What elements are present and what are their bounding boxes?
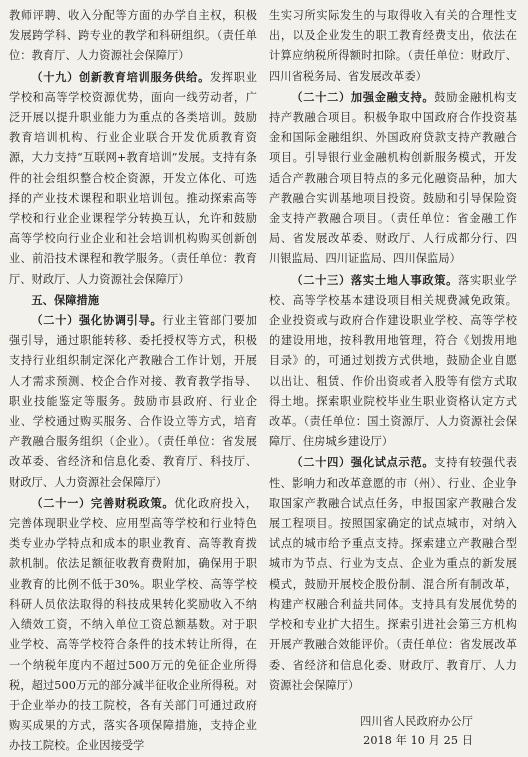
paragraph-24 — [269, 452, 517, 695]
paragraph-19 — [9, 67, 257, 290]
paragraph-text: 优化政府投入，完善体现职业学校、应用型高等学校和行业特色类专业办学特点和成本的职业教育、高等教育拨款机制。依法足额征收教育费附加，确保用于职业教育的比例不低于30%。职业学校、高等学校科研人员依法取得的科技成果转化奖励收入不纳入绩效工资，不纳入单位工资总额基数。对于职业学校、高等学校符合条件的技术转让所得，在一个纳税年度内不超过500万元的免征企业所得税，超过500万元的部分减半征收企业所得税。对于企业举办的技工院校，各有关部门可通过政府购买成果的方式，落实各项保障措施，支持企业办技工院校。企业因接受学 — [9, 496, 258, 753]
paragraph-23 — [269, 270, 517, 453]
paragraph-heading: （二十四）强化试点示范。 — [291, 455, 435, 470]
signature-date: 2018 年 10 月 25 日 — [363, 733, 473, 747]
paragraph-heading: （十九）创新教育培训服务供给。 — [31, 69, 210, 84]
paragraph-20 — [9, 310, 257, 493]
paragraph-continued — [269, 6, 517, 87]
paragraph-text: 教师评聘、收入分配等方面的办学自主权，积极发展跨学科、跨专业的教学和科研组织。（责任单位：教育厅、人力资源社会保障厅） — [9, 9, 257, 63]
paragraph-heading: （二十）强化协调引导。 — [31, 313, 163, 328]
paragraph-text: 鼓励金融机构支持产教融合项目。积极争取中国政府合作投资基金和国际金融组织、外国政府贷款支持产教融合项目。引导银行业金融机构创新服务模式，开发适合产教融合项目特点的多元化融资品种，加大产教融合实训基地项目投资。鼓励和引导保险资金支持产教融合项目。（责任单位：省金融工作局、省发展改革委、财政厅、人行成都分行、四川银监局、四川证监局、四川保监局） — [269, 90, 518, 266]
paragraph-text: 行业主管部门要加强引导，通过职能转移、委托授权等方式，积极支持行业组织制定深化产教融合工作计划，开展人才需求预测、校企合作对接、教育教学指导、职业技能鉴定等服务。鼓励市县政府、行业企业、学校通过购买服务、合作设立等方式，培育产教融合服务组织（企业）。（责任单位：省发展改革委、省经济和信息化委、教育厅、科技厅、财政厅、人力资源社会保障厅） — [9, 314, 257, 489]
paragraph-text: 生实习所实际发生的与取得收入有关的合理性支出，以及企业发生的职工教育经费支出，依法在计算应纳税所得额时扣除。（责任单位：财政厅、四川省税务局、省发展改革委） — [269, 9, 517, 83]
paragraph-text: 发挥职业学校和高等学校资源优势，面向一线劳动者，广泛开展以提升职业能力为重点的各类培训。鼓励教育培训机构、行业企业联合开发优质教育资源，大力支持“互联网+教育培训”发展。支持有条件的社会组织整合校企资源，开发立体化、可选择的产业技术课程和职业培训包。推动探索高等学校和行业企业课程学分转换互认，允许和鼓励高等学校向行业企业和社会培训机构购买创新创业、前沿技术课程和教学服务。（责任单位：教育厅、财政厅、人力资源社会保障厅） — [9, 70, 257, 286]
paragraph-heading: （二十一）完善财税政策。 — [31, 495, 175, 510]
right-column — [269, 6, 518, 747]
paragraph-21 — [9, 493, 257, 757]
paragraph-heading: （二十二）加强金融支持。 — [291, 89, 435, 104]
left-column — [9, 6, 258, 753]
paragraph-continued — [9, 6, 257, 67]
paragraph-text: 落实职业学校、高等学校基本建设项目相关规费减免政策。企业投资或与政府合作建设职业学校、高等学校的建设用地，按科教用地管理，符合《划拨用地目录》的，可通过划拨方式供地，鼓励企业自愿以出让、租赁、作价出资或者入股等有偿方式取得土地。探索职业院校毕业生职业资格认定方式改革。（责任单位：国土资源厅、人力资源社会保障厅、住房城乡建设厅） — [269, 273, 517, 449]
paragraph-heading: （二十三）落实土地人事政策。 — [291, 272, 459, 287]
signature-org: 四川省人民政府办公厅 — [360, 714, 473, 728]
section-heading: 五、保障措施 — [31, 292, 100, 307]
signature-block — [269, 712, 517, 750]
paragraph-text: 支持有较强代表性、影响力和改革意愿的市（州）、行业、企业争取国家产教融合试点任务，申报国家产教融合发展工程项目。按照国家确定的试点城市，对纳入试点的城市给予重点支持。探索建立产教融合型城市为节点、行业为支点、企业为重点的新发展模式，鼓励开展校企股份制、混合所有制改革，构建产权融合利益共同体。支持具有发展优势的学校和专业扩大招生。探索引进社会第三方机构开展产教融合效能评价。（责任单位：省发展改革委、省经济和信息化委、财政厅、教育厅、人力资源社会保障厅） — [269, 456, 518, 692]
paragraph-22 — [269, 87, 517, 270]
